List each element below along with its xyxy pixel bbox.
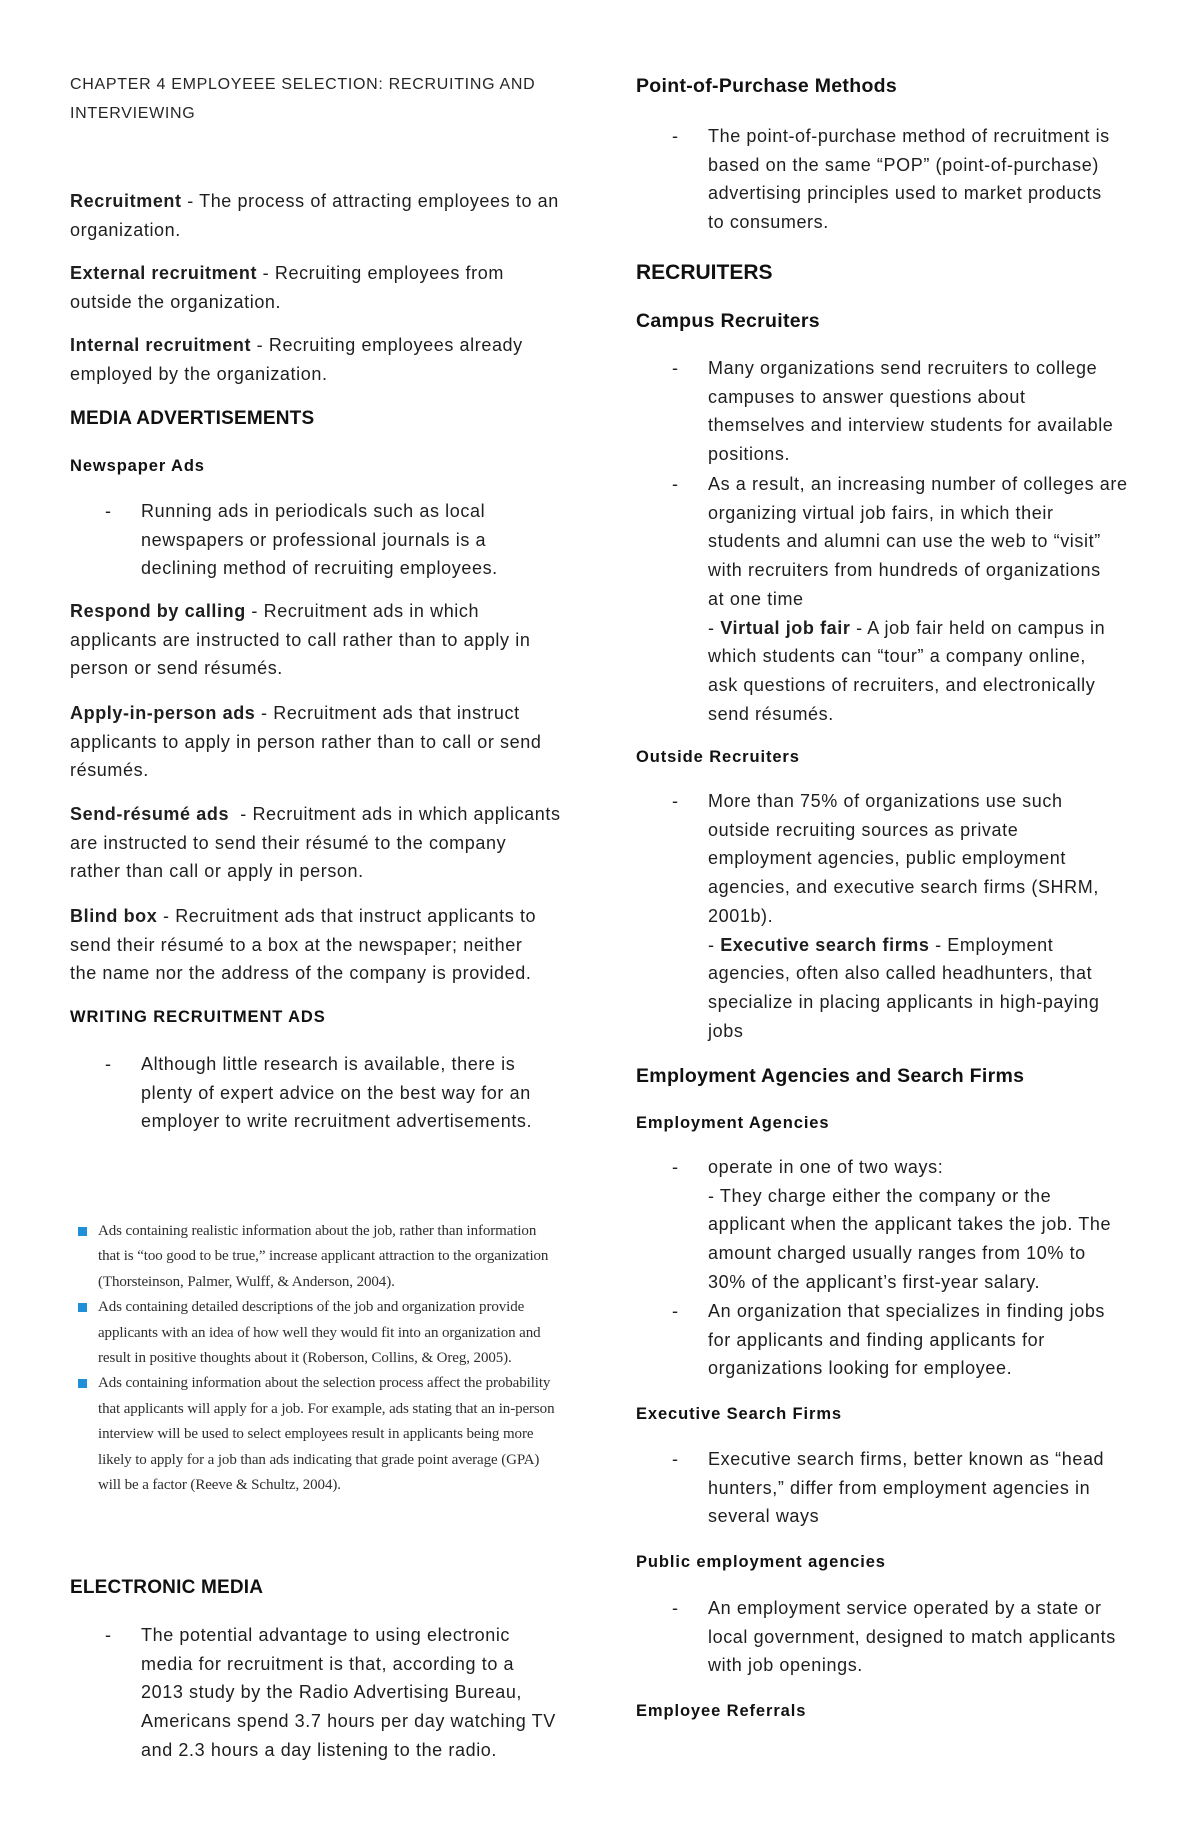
square-bullet-icon [78, 1379, 87, 1388]
bullet-marker: - [672, 791, 679, 811]
bullet-marker: - [672, 1449, 679, 1469]
bullet-electronic-media [105, 1621, 556, 1765]
definition-text: - The process of attracting employees to an organization. [70, 191, 559, 240]
bullet-body [708, 1297, 1105, 1383]
bullet-writing-recruitment-ads [105, 1050, 532, 1136]
excerpt-item [78, 1371, 554, 1498]
subheading-writing-recruitment-ads: WRITING RECRUITMENT ADS [70, 1008, 326, 1026]
bullet-body [708, 1445, 1104, 1531]
definition-text: - Recruitment ads that instruct applicants to send their résumé to a box at the newspaper; neither the name nor the address of the company is provided. [70, 906, 537, 984]
section-heading-electronic-media: ELECTRONIC MEDIA [70, 1577, 264, 1598]
bullet-text: Running ads in periodicals such as local newspapers or professional journals is a declining method of recruiting employees. [141, 501, 498, 579]
bullet-text: operate in one of two ways: [708, 1157, 944, 1177]
definition-blind-box [70, 902, 536, 988]
subheading-newspaper-ads: Newspaper Ads [70, 457, 205, 475]
definition-recruitment [70, 187, 559, 244]
definition-term: Send-résumé ads [70, 804, 230, 824]
subheading-public-employment-agencies: Public employment agencies [636, 1553, 886, 1571]
excerpt-item [78, 1219, 554, 1295]
section-heading-point-of-purchase: Point-of-Purchase Methods [636, 75, 898, 97]
bullet-text: More than 75% of organizations use such outside recruiting sources as private employment agencies, public employment agencies, and executive search firms (SHRM, 2001b). [708, 791, 1099, 926]
sub-text: - They charge either the company or the applicant when the applicant takes the job. The amount charged usually ranges from 10% to 30% of the applicant’s first-year salary. [708, 1185, 1112, 1292]
sub-term: Executive search firms [720, 934, 930, 955]
bullet-marker: - [672, 1598, 679, 1618]
definition-respond-by-calling [70, 597, 530, 683]
definition-internal-recruitment [70, 331, 523, 388]
definition-text: - Recruiting employees from outside the organization. [70, 263, 504, 312]
sub-prefix: - [708, 617, 721, 638]
bullet-employment-agencies-2 [672, 1297, 1105, 1383]
subheading-campus-recruiters: Campus Recruiters [636, 310, 820, 332]
definition-term: External recruitment [70, 263, 258, 283]
definition-text: - Recruiting employees already employed by the organization. [70, 335, 523, 384]
definition-text: - Recruitment ads in which applicants are instructed to send their résumé to the company rather than call or apply in person. [70, 804, 561, 882]
subheading-employment-agencies: Employment Agencies [636, 1114, 830, 1132]
bullet-marker: - [105, 1054, 112, 1074]
bullet-body [141, 497, 498, 583]
excerpt-item [78, 1295, 554, 1371]
definition-text: - Recruitment ads in which applicants are instructed to call rather than to apply in person or send résumés. [70, 601, 531, 679]
bullet-body [708, 354, 1113, 469]
section-heading-employment-agencies-and-search-firms: Employment Agencies and Search Firms [636, 1065, 1025, 1087]
bullet-text: An employment service operated by a state or local government, designed to match applicants with job openings. [708, 1598, 1116, 1676]
square-bullet-icon [78, 1303, 87, 1312]
bullet-text: Although little research is available, there is plenty of expert advice on the best way for an employer to write recruitment advertisements. [141, 1054, 533, 1132]
excerpt-text: Ads containing information about the selection process affect the probability that applicants will apply for a job. For example, ads stating that an in-person interview will be used to select employees result in applicants being more likely to apply for a job than ads indicating that grade point average (GPA) will be a factor (Reeve & Schultz, 2004). [98, 1375, 555, 1494]
bullet-marker: - [672, 358, 679, 378]
bullet-employment-agencies-1 [672, 1153, 1111, 1297]
bullet-marker: - [672, 1157, 679, 1177]
sub-prefix: - [708, 934, 721, 955]
bullet-body [141, 1050, 532, 1136]
definition-term: Respond by calling [70, 601, 246, 621]
bullet-point-of-purchase [672, 122, 1110, 237]
definition-send-resume-ads [70, 800, 561, 886]
subheading-outside-recruiters: Outside Recruiters [636, 748, 800, 766]
section-heading-recruiters: RECRUITERS [636, 261, 773, 284]
bullet-body [708, 787, 1099, 1045]
bullet-newspaper-ads [105, 497, 498, 583]
bullet-marker: - [105, 1625, 112, 1645]
bullet-text: As a result, an increasing number of colleges are organizing virtual job fairs, in which their students and alumni can use the web to “visit” with recruiters from hundreds of organizations at one time [708, 474, 1128, 609]
definition-term: Recruitment [70, 191, 182, 211]
subheading-employee-referrals: Employee Referrals [636, 1702, 807, 1720]
subheading-executive-search-firms: Executive Search Firms [636, 1405, 842, 1423]
bullet-body [708, 1594, 1116, 1680]
bullet-executive-search-firms [672, 1445, 1104, 1531]
definition-term: Internal recruitment [70, 335, 252, 355]
bullet-body [708, 122, 1110, 237]
square-bullet-icon [78, 1227, 87, 1236]
section-heading-media-advertisements: MEDIA ADVERTISEMENTS [70, 408, 315, 429]
sub-definition-executive-search-firms [708, 931, 1099, 1046]
scanned-textbook-excerpt [78, 1219, 554, 1498]
excerpt-text: Ads containing detailed descriptions of the job and organization provide applicants with an idea of how well they would fit into an organization and result in positive thoughts about it (Roberson, Collins, & Oreg, 2005). [98, 1299, 541, 1367]
bullet-marker: - [672, 1301, 679, 1321]
sub-term: Virtual job fair [720, 617, 851, 638]
definition-term: Blind box [70, 906, 158, 926]
bullet-outside-recruiters [672, 787, 1099, 1045]
definition-term: Apply-in-person ads [70, 703, 256, 723]
definition-external-recruitment [70, 259, 504, 316]
chapter-title [70, 70, 535, 128]
bullet-campus-recruiters-1 [672, 354, 1113, 469]
bullet-text: The point-of-purchase method of recruitment is based on the same “POP” (point-of-purchase) advertising principles used to market products to consumers. [708, 126, 1110, 233]
bullet-body [708, 1153, 1111, 1297]
bullet-text: Many organizations send recruiters to college campuses to answer questions about themselves and interview students for available positions. [708, 358, 1114, 465]
excerpt-text: Ads containing realistic information about the job, rather than information that is “too good to be true,” increase applicant attraction to the organization (Thorsteinson, Palmer, Wulff, & Anderson, 2004). [98, 1223, 549, 1290]
bullet-marker: - [672, 474, 679, 494]
bullet-body [708, 470, 1128, 728]
sub-text: - Employment agencies, often also called headhunters, that specialize in placing applicants in high-paying jobs [708, 934, 1100, 1041]
bullet-text: An organization that specializes in finding jobs for applicants and finding applicants for organizations looking for employee. [708, 1301, 1106, 1379]
sub-text: - A job fair held on campus in which students can “tour” a company online, ask questions of recruiters, and electronically send résumés. [708, 617, 1106, 724]
sub-item [708, 1182, 1111, 1297]
bullet-campus-recruiters-2 [672, 470, 1128, 728]
bullet-marker: - [105, 501, 112, 521]
chapter-title-text: CHAPTER 4 EMPLOYEEE SELECTION: RECRUITING AND INTERVIEWING [70, 76, 536, 122]
definition-text: - Recruitment ads that instruct applicants to apply in person rather than to call or send résumés. [70, 703, 542, 781]
sub-definition-virtual-job-fair [708, 614, 1128, 729]
bullet-marker: - [672, 126, 679, 146]
definition-apply-in-person-ads [70, 699, 541, 785]
bullet-public-employment-agencies [672, 1594, 1116, 1680]
bullet-text: The potential advantage to using electronic media for recruitment is that, according to a 2013 study by the Radio Advertising Bureau, Americans spend 3.7 hours per day watching TV and 2.3 hours a day listening to the radio. [141, 1625, 556, 1760]
bullet-text: Executive search firms, better known as “head hunters,” differ from employment agencies in several ways [708, 1449, 1105, 1527]
bullet-body [141, 1621, 556, 1765]
